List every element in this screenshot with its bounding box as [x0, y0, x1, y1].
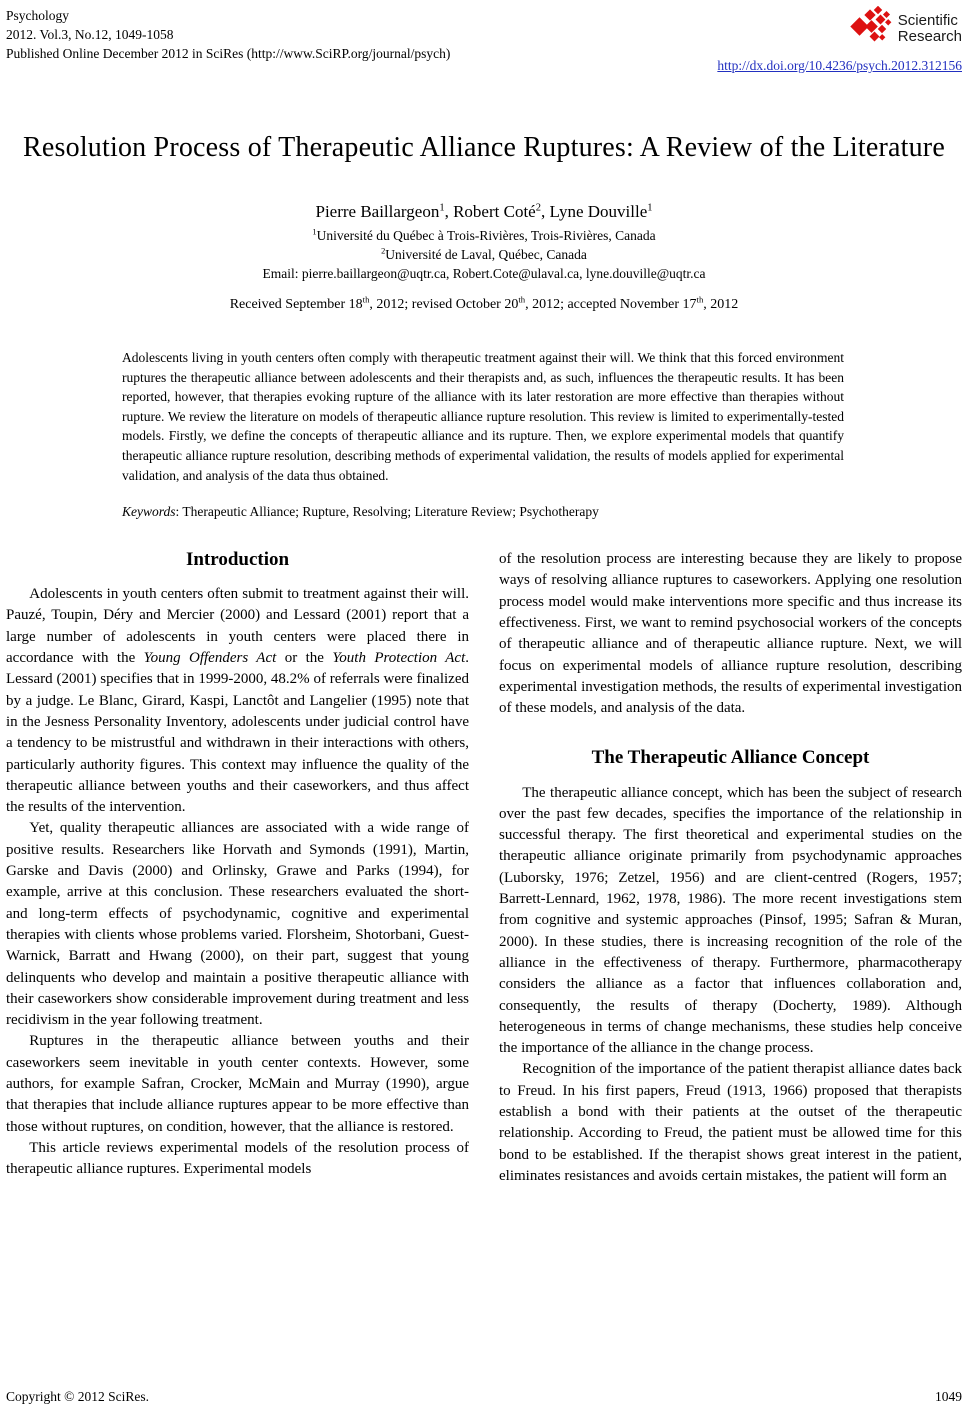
author-3-affil-mark: 1: [647, 202, 653, 214]
keywords-label: Keywords: [122, 504, 176, 520]
p1-italic-young-offenders-act: Young Offenders Act: [143, 650, 277, 667]
affiliation-1-mark: 1: [312, 227, 317, 237]
intro-paragraph-2: Yet, quality therapeutic alliances are associated with a wide range of positive results. Researchers like Horvath and Symonds (1991), Martin, Garske and Davis (2000) and Orlinsky, Grawe and Parks (1994), for example, arrive at this conclusion. These researchers evaluated the short- and long-term effects of psychodynamic, cognitive and experimental therapies with clients whose problems varied. Florsheim, Shotorbani, Guest-Warnick, Barratt and Hwang (2000), on their part, suggest that young delinquents who develop and maintain a positive therapeutic alliance with their caseworkers show considerable improvement during treatment and less recidivism in the year following treatment.: [6, 820, 469, 1029]
intro-paragraph-1: [6, 584, 469, 818]
author-1: Pierre Baillargeon: [315, 202, 440, 221]
received-line: [6, 294, 962, 313]
affiliation-2-text: Université de Laval, Québec, Canada: [385, 247, 587, 262]
journal-published-line: Published Online December 2012 in SciRes (http://www.SciRP.org/journal/psych): [6, 46, 451, 61]
author-3: , Lyne Douville: [541, 202, 648, 221]
doi-link[interactable]: http://dx.doi.org/10.4236/psych.2012.312156: [717, 58, 962, 73]
abstract-text: Adolescents living in youth centers often comply with therapeutic treatment against their will. We think that this forced environment ruptures the therapeutic alliance between adolescents and their therapists and, as such, influences the therapeutic results. It has been reported, however, that therapies evoking rupture of the alliance with its later restoration are more effective than therapies without rupture. We review the literature on models of therapeutic alliance rupture resolution. This review is limited to experimentally-tested models. Firstly, we define the concepts of therapeutic alliance and its rupture. Then, we explore experimental models that quantify therapeutic alliance rupture resolution, describing methods of experimental validation, the results of models applied for experimental validation, and analysis of the data thus obtained.: [122, 350, 844, 483]
received-sup: th: [518, 294, 526, 305]
intro-paragraph-4: This article reviews experimental models of the resolution process of therapeutic alliance ruptures. Experimental models: [6, 1139, 469, 1178]
received-seg: , 2012; accepted November 17: [525, 297, 697, 312]
scientific-research-diamonds-icon: [850, 6, 894, 51]
p1-seg: . Lessard (2001) specifies that in 1999-2000, 48.2% of referrals were finalized by a judge. Le Blanc, Girard, Kaspi, Lanctôt and Langelier (1995) note that in the Jesness Personality Inventory, adolescents under judicial control have a tendency to be mistrustful and withdrawn in their interactions with others, particularly authority figures. This context may influence the quality of the therapeutic alliance between youths and their caseworkers, and thus affect the results of the intervention.: [6, 650, 469, 816]
paper-title: Resolution Process of Therapeutic Alliance Ruptures: A Review of the Literature: [23, 132, 945, 163]
received-seg: , 2012; revised October 20: [369, 297, 519, 312]
received-seg: Received September 18: [229, 297, 363, 312]
received-sup: th: [362, 294, 370, 305]
publisher-name: [898, 13, 962, 44]
intro-paragraph-3: Ruptures in the therapeutic alliance between youths and their caseworkers seem inevitable in youth center contexts. However, some authors, for example Safran, Crocker, McMain and Murray (1990), argue that therapies that include alliance ruptures appear to be more effective than those without ruptures, on condition, however, that the alliance is restored.: [6, 1033, 469, 1135]
journal-volume-line: 2012. Vol.3, No.12, 1049-1058: [6, 27, 174, 42]
publisher-name-line2: Research: [897, 27, 962, 45]
intro-paragraph-4-continued: of the resolution process are interesting because they are likely to propose ways of resolving alliance ruptures to caseworkers. Applying one resolution process model would make interventions more specific and thus increase its effectiveness. First, we want to remind psychosocial workers of the concepts of therapeutic alliance and of therapeutic alliance rupture. Next, we will focus on experimental models of alliance rupture resolution, describing experimental investigation methods, the results of experimental investigation of these models, and analysis of the data.: [499, 551, 962, 717]
author-2-affil-mark: 2: [535, 202, 541, 214]
page-header: [6, 6, 962, 75]
journal-name: Psychology: [6, 8, 70, 23]
section-heading-therapeutic-alliance-concept: The Therapeutic Alliance Concept: [591, 746, 870, 768]
left-column: [6, 549, 469, 1187]
email-line: Email: pierre.baillargeon@uqtr.ca, Robert.Cote@ulaval.ca, lyne.douville@uqtr.ca: [262, 266, 706, 281]
affiliation-2: [6, 245, 962, 264]
author-1-affil-mark: 1: [439, 202, 445, 214]
author-2: , Robert Coté: [444, 202, 536, 221]
affiliation-1: [6, 226, 962, 245]
footer-page-number: 1049: [935, 1389, 962, 1404]
body-columns: [6, 549, 962, 1187]
affiliations-block: [6, 226, 962, 283]
publisher-name-line1: Scientific: [897, 12, 958, 29]
publisher-logo: [717, 6, 962, 51]
affiliation-1-text: Université du Québec à Trois-Rivières, Trois-Rivières, Canada: [316, 228, 656, 243]
alliance-paragraph-1: The therapeutic alliance concept, which has been the subject of research over the past few decades, specifies the importance of the relationship in successful therapy. The first theoretical and experimental studies on the therapeutic alliance originate primarily from psychodynamic approaches (Luborsky, 1976; Zetzel, 1956) and are client-centred (Rogers, 1957; Barrett-Lennard, 1962, 1978, 1986). The more recent investigations stem from cognitive and systemic approaches (Pinsof, 1995; Safran & Muran, 2000). In these studies, there is increasing recognition of the role of the alliance in the effectiveness of therapy. Furthermore, pharmacotherapy considers the alliance as a factor that influences collaboration and, consequently, the results of therapy (Docherty, 1989). Although heterogeneous in terms of change mechanisms, these studies help conceive the importance of the alliance in the change process.: [499, 784, 962, 1057]
footer-copyright: Copyright © 2012 SciRes.: [6, 1389, 150, 1404]
section-heading-introduction: Introduction: [185, 549, 290, 571]
keywords-list: : Therapeutic Alliance; Rupture, Resolving; Literature Review; Psychotherapy: [175, 504, 599, 520]
page-footer: [6, 1389, 962, 1405]
authors-line: [6, 202, 962, 222]
keywords-line: [122, 504, 844, 520]
received-seg: , 2012: [703, 297, 739, 312]
received-sup: th: [696, 294, 704, 305]
journal-info-block: [6, 6, 450, 63]
affiliation-2-mark: 2: [381, 246, 386, 256]
p1-seg: or the: [276, 650, 333, 667]
right-column: [499, 549, 962, 1187]
alliance-paragraph-2: Recognition of the importance of the patient therapist alliance dates back to Freud. In his first papers, Freud (1913, 1966) proposed that therapists establish a bond with their patients at the outset of the therapeutic relationship. According to Freud, the patient must be allowed time for this bond to be established. If the therapist shows great interest in the patient, eliminates resistances and avoids certain mistakes, the patient will form an: [499, 1061, 962, 1184]
p1-italic-youth-protection-act: Youth Protection Act: [332, 650, 466, 667]
p1-seg: Adolescents in youth centers often submit to treatment against their will. Pauzé, Toupin, Déry and Mercier (2000) and Lessard (2001) report that a large number of adolescents in youth centers were placed there in accordance with the: [6, 586, 469, 667]
publisher-block: [717, 6, 962, 75]
